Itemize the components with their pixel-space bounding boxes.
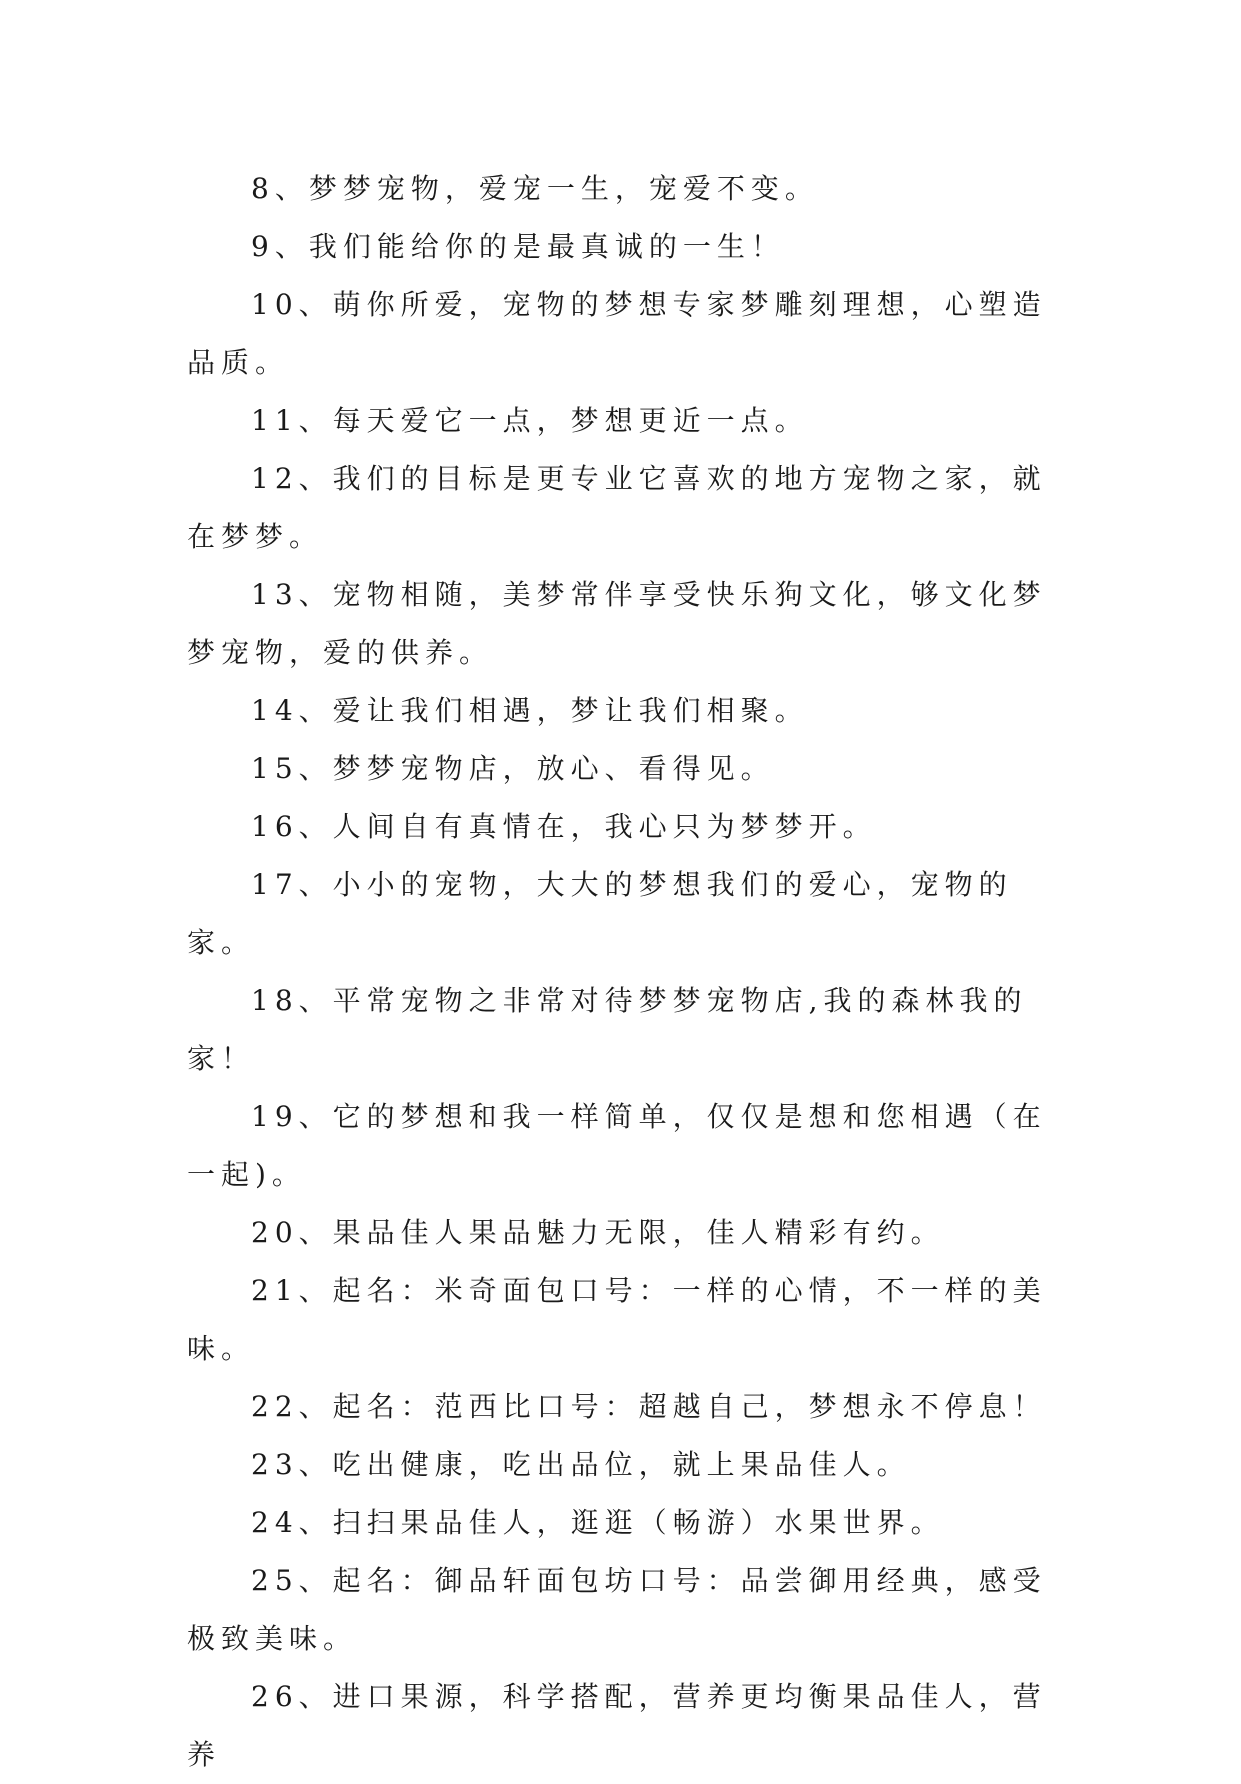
- paragraph: 15、梦梦宠物店，放心、看得见。: [251, 752, 775, 785]
- paragraph: 16、人间自有真情在，我心只为梦梦开。: [251, 810, 877, 843]
- paragraph: 14、爱让我们相遇，梦让我们相聚。: [251, 694, 809, 727]
- paragraph: 9、我们能给你的是最真诚的一生！: [251, 230, 785, 263]
- paragraph: 17、小小的宠物，大大的梦想我们的爱心，宠物的家。: [187, 868, 1013, 959]
- paragraph: 20、果品佳人果品魅力无限，佳人精彩有约。: [251, 1216, 945, 1249]
- paragraph: 12、我们的目标是更专业它喜欢的地方宠物之家，就在梦梦。: [187, 462, 1047, 553]
- paragraph: 13、宠物相随，美梦常伴享受快乐狗文化，够文化梦梦宠物，爱的供养。: [187, 578, 1047, 669]
- paragraph: 11、每天爱它一点，梦想更近一点。: [251, 404, 809, 437]
- paragraph: 8、梦梦宠物，爱宠一生，宠爱不变。: [251, 172, 819, 205]
- paragraph: 10、萌你所爱，宠物的梦想专家梦雕刻理想，心塑造品质。: [187, 288, 1047, 379]
- paragraph: 26、进口果源，科学搭配，营养更均衡果品佳人，营养: [187, 1680, 1047, 1771]
- paragraph: 24、扫扫果品佳人，逛逛（畅游）水果世界。: [251, 1506, 945, 1539]
- paragraph: 22、起名：范西比口号：超越自己，梦想永不停息！: [251, 1390, 1047, 1423]
- paragraph: 19、它的梦想和我一样简单，仅仅是想和您相遇（在一起)。: [187, 1100, 1047, 1191]
- paragraph: 18、平常宠物之非常对待梦梦宠物店,我的森林我的家！: [187, 984, 1028, 1075]
- paragraph: 25、起名：御品轩面包坊口号：品尝御用经典，感受极致美味。: [187, 1564, 1047, 1655]
- document-body: [187, 160, 1057, 1784]
- paragraph: 23、吃出健康，吃出品位，就上果品佳人。: [251, 1448, 911, 1481]
- paragraph: 21、起名：米奇面包口号：一样的心情，不一样的美味。: [187, 1274, 1047, 1365]
